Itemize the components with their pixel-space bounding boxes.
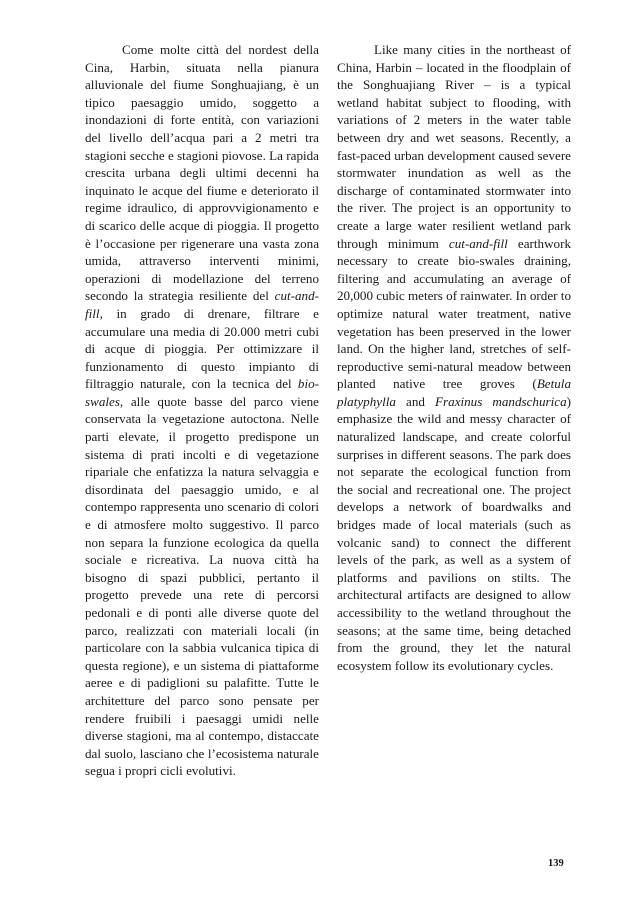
english-text-part-2: earthwork necessary to create bio-swales draining, filtering and accumulating an average of 20,000 cubic meters of rainwater. In order to optimize natural water treatment, native vegetation has been preserved in the lower land. On the higher land, stretches of self-reproductive semi-natural meadow between planted native tree groves (	[337, 235, 572, 392]
english-term-betula: Betula platyphylla	[337, 376, 571, 409]
english-term-fraxinus: Fraxinus mandschurica	[435, 393, 567, 409]
italian-paragraph	[85, 41, 319, 780]
italian-term-bio-swales: bio-swales	[85, 376, 319, 409]
italian-text-part-1: Come molte città del nordest della Cina, Harbin, situata nella pianura alluvionale del fiume Songhuajiang, è un tipico paesaggio umido, soggetto a inondazioni di forte entità, con variazioni del livello dell’acqua pari a 2 metri tra stagioni secche e stagioni piovose. La rapida crescita urbana degli ultimi decenni ha inquinato le acque del fiume e deteriorato il regime idraulico, di approvvigionamento e di scarico delle acque di pioggia. Il progetto è l’occasione per rigenerare una vasta zona umida, attraverso interventi minimi, operazioni di modellazione del terreno secondo la strategia resiliente del	[85, 42, 319, 304]
english-text-column	[337, 41, 571, 674]
english-term-cut-and-fill: cut-and-fill	[448, 235, 508, 251]
page-number: 139	[548, 858, 564, 869]
italian-text-part-2: , in grado di drenare, filtrare e accumulare una media di 20.000 metri cubi di acque di pioggia. Per ottimizzare il funzionamento di questo impianto di filtraggio naturale, con la tecnica del	[85, 305, 319, 392]
italian-text-part-3: , alle quote basse del parco viene conservata la vegetazione autoctona. Nelle parti elevate, il progetto predispone un sistema di prati incolti e di vegetazione ripariale che enfatizza la natura selvaggia e disordinata del paesaggio umido, e al contempo rappresenta uno scenario di colori e di atmosfere molto suggestivo. Il parco non separa la funzione ecologica da quella sociale e ricreativa. La nuova città ha bisogno di spazi pubblici, pertanto il progetto prevede una rete di percorsi pedonali e di ponti alle diverse quote del parco, realizzati con materiali locali (in particolare con la sabbia vulcanica tipica di questa regione), e un sistema di piattaforme aeree e di padiglioni su palafitte. Tutte le architetture del parco sono pensate per rendere fruibili i paesaggi umidi nelle diverse stagioni, ma al contempo, distaccate dal suolo, lasciano che l’ecosistema naturale segua i propri cicli evolutivi.	[85, 393, 319, 779]
english-text-part-1: Like many cities in the northeast of China, Harbin – located in the floodplain of the Songhuajiang River – is a typical wetland habitat subject to flooding, with variations of 2 meters in the water table between dry and wet seasons. Recently, a fast-paced urban development caused severe stormwater inundation as well as the discharge of contaminated stormwater into the river. The project is an opportunity to create a large water resilient wetland park through minimum	[337, 42, 571, 251]
english-text-part-4: ) emphasize the wild and messy character of naturalized landscape, and create colorful surprises in different seasons. The park does not separate the ecological function from the social and recreational one. The project develops a network of boardwalks and bridges made of local materials (such as volcanic sand) to connect the different levels of the park, as well as a system of platforms and pavilions on stilts. The architectural artifacts are designed to allow accessibility to the wetland throughout the seasons; at the same time, being detached from the ground, they let the natural ecosystem follow its evolutionary cycles.	[337, 393, 571, 673]
italian-term-cut-and-fill: cut-and-fill	[85, 288, 319, 321]
english-text-part-3: and	[395, 393, 436, 409]
italian-text-column	[85, 41, 319, 780]
english-paragraph	[337, 41, 571, 674]
